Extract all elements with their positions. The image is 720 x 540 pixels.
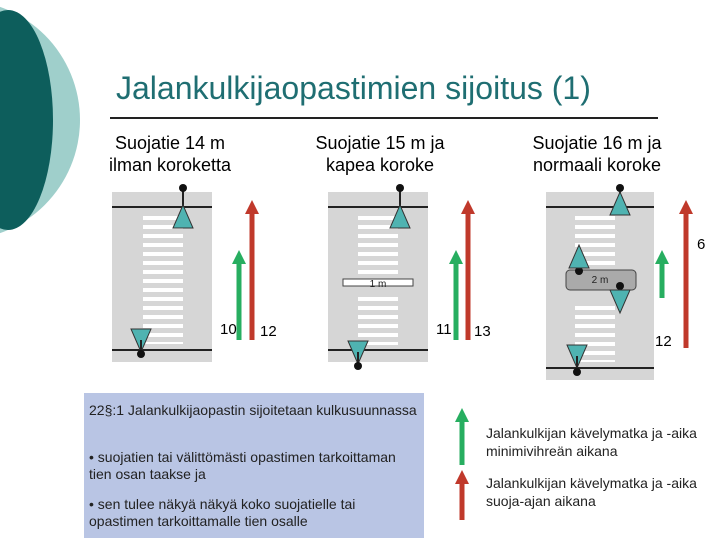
legend-red-arrowhead (455, 470, 469, 484)
signal-post-bottom-3 (573, 368, 581, 376)
zebra-stripes-2b (358, 293, 398, 345)
distance-label-c3-red: 12 (655, 333, 672, 350)
column-heading-2-line2: kapea koroke (325, 155, 435, 175)
crossing-diagram-3 (546, 184, 693, 380)
island-label-normal: 2 m (591, 275, 609, 286)
red-arrowhead-3 (679, 200, 693, 214)
signal-post-bottom-2 (354, 362, 362, 370)
legend-red-text: Jalankulkijan kävelymatka ja -aika suoja-ajan aikana (486, 475, 697, 509)
legend-green-text: Jalankulkijan kävelymatka ja -aika minimivihreän aikana (486, 425, 697, 459)
crossing-diagram-1 (112, 184, 259, 362)
green-arrowhead-1 (232, 250, 246, 264)
column-heading-3-line2: normaali koroke (532, 155, 662, 175)
column-heading-1-line1: Suojatie 14 m (114, 133, 226, 153)
column-heading-2-line1: Suojatie 15 m ja (315, 133, 445, 153)
signal-post-top-2 (396, 184, 404, 192)
distance-label-c1-green: 10 (220, 321, 237, 338)
green-arrowhead-3 (655, 250, 669, 264)
green-arrowhead-2 (449, 250, 463, 264)
page-title: Jalankulkijaopastimien sijoitus (1) (116, 70, 591, 106)
regulation-bullet-1: • suojatien tai välittömästi opastimen tarkoittaman tien osan taakse ja (89, 449, 396, 482)
distance-label-c2-red: 13 (474, 323, 491, 340)
regulation-box (84, 393, 424, 538)
legend-green-arrowhead (455, 408, 469, 422)
distance-label-c2-green: 11 (436, 321, 452, 338)
distance-label-c1-red: 12 (260, 323, 277, 340)
signal-post-top-1 (179, 184, 187, 192)
regulation-bullet-2: • sen tulee näkyä näkyä koko suojatielle tai opastimen tarkoittamalle tien osalle (89, 496, 356, 529)
column-heading-3-line1: Suojatie 16 m ja (532, 133, 662, 153)
zebra-stripes-1 (143, 214, 183, 344)
island-label-narrow: 1 m (369, 279, 387, 290)
column-heading-1-line2: ilman koroketta (108, 155, 232, 175)
crossing-diagram-2 (328, 184, 475, 370)
signal-post-bottom-1 (137, 350, 145, 358)
red-arrowhead-1 (245, 200, 259, 214)
island-post-right-3 (616, 282, 624, 290)
distance-label-c3-top: 6 (697, 236, 706, 253)
regulation-heading: 22§:1 Jalankulkijaopastin sijoitetaan kulkusuunnassa (89, 402, 417, 418)
red-arrowhead-2 (461, 200, 475, 214)
